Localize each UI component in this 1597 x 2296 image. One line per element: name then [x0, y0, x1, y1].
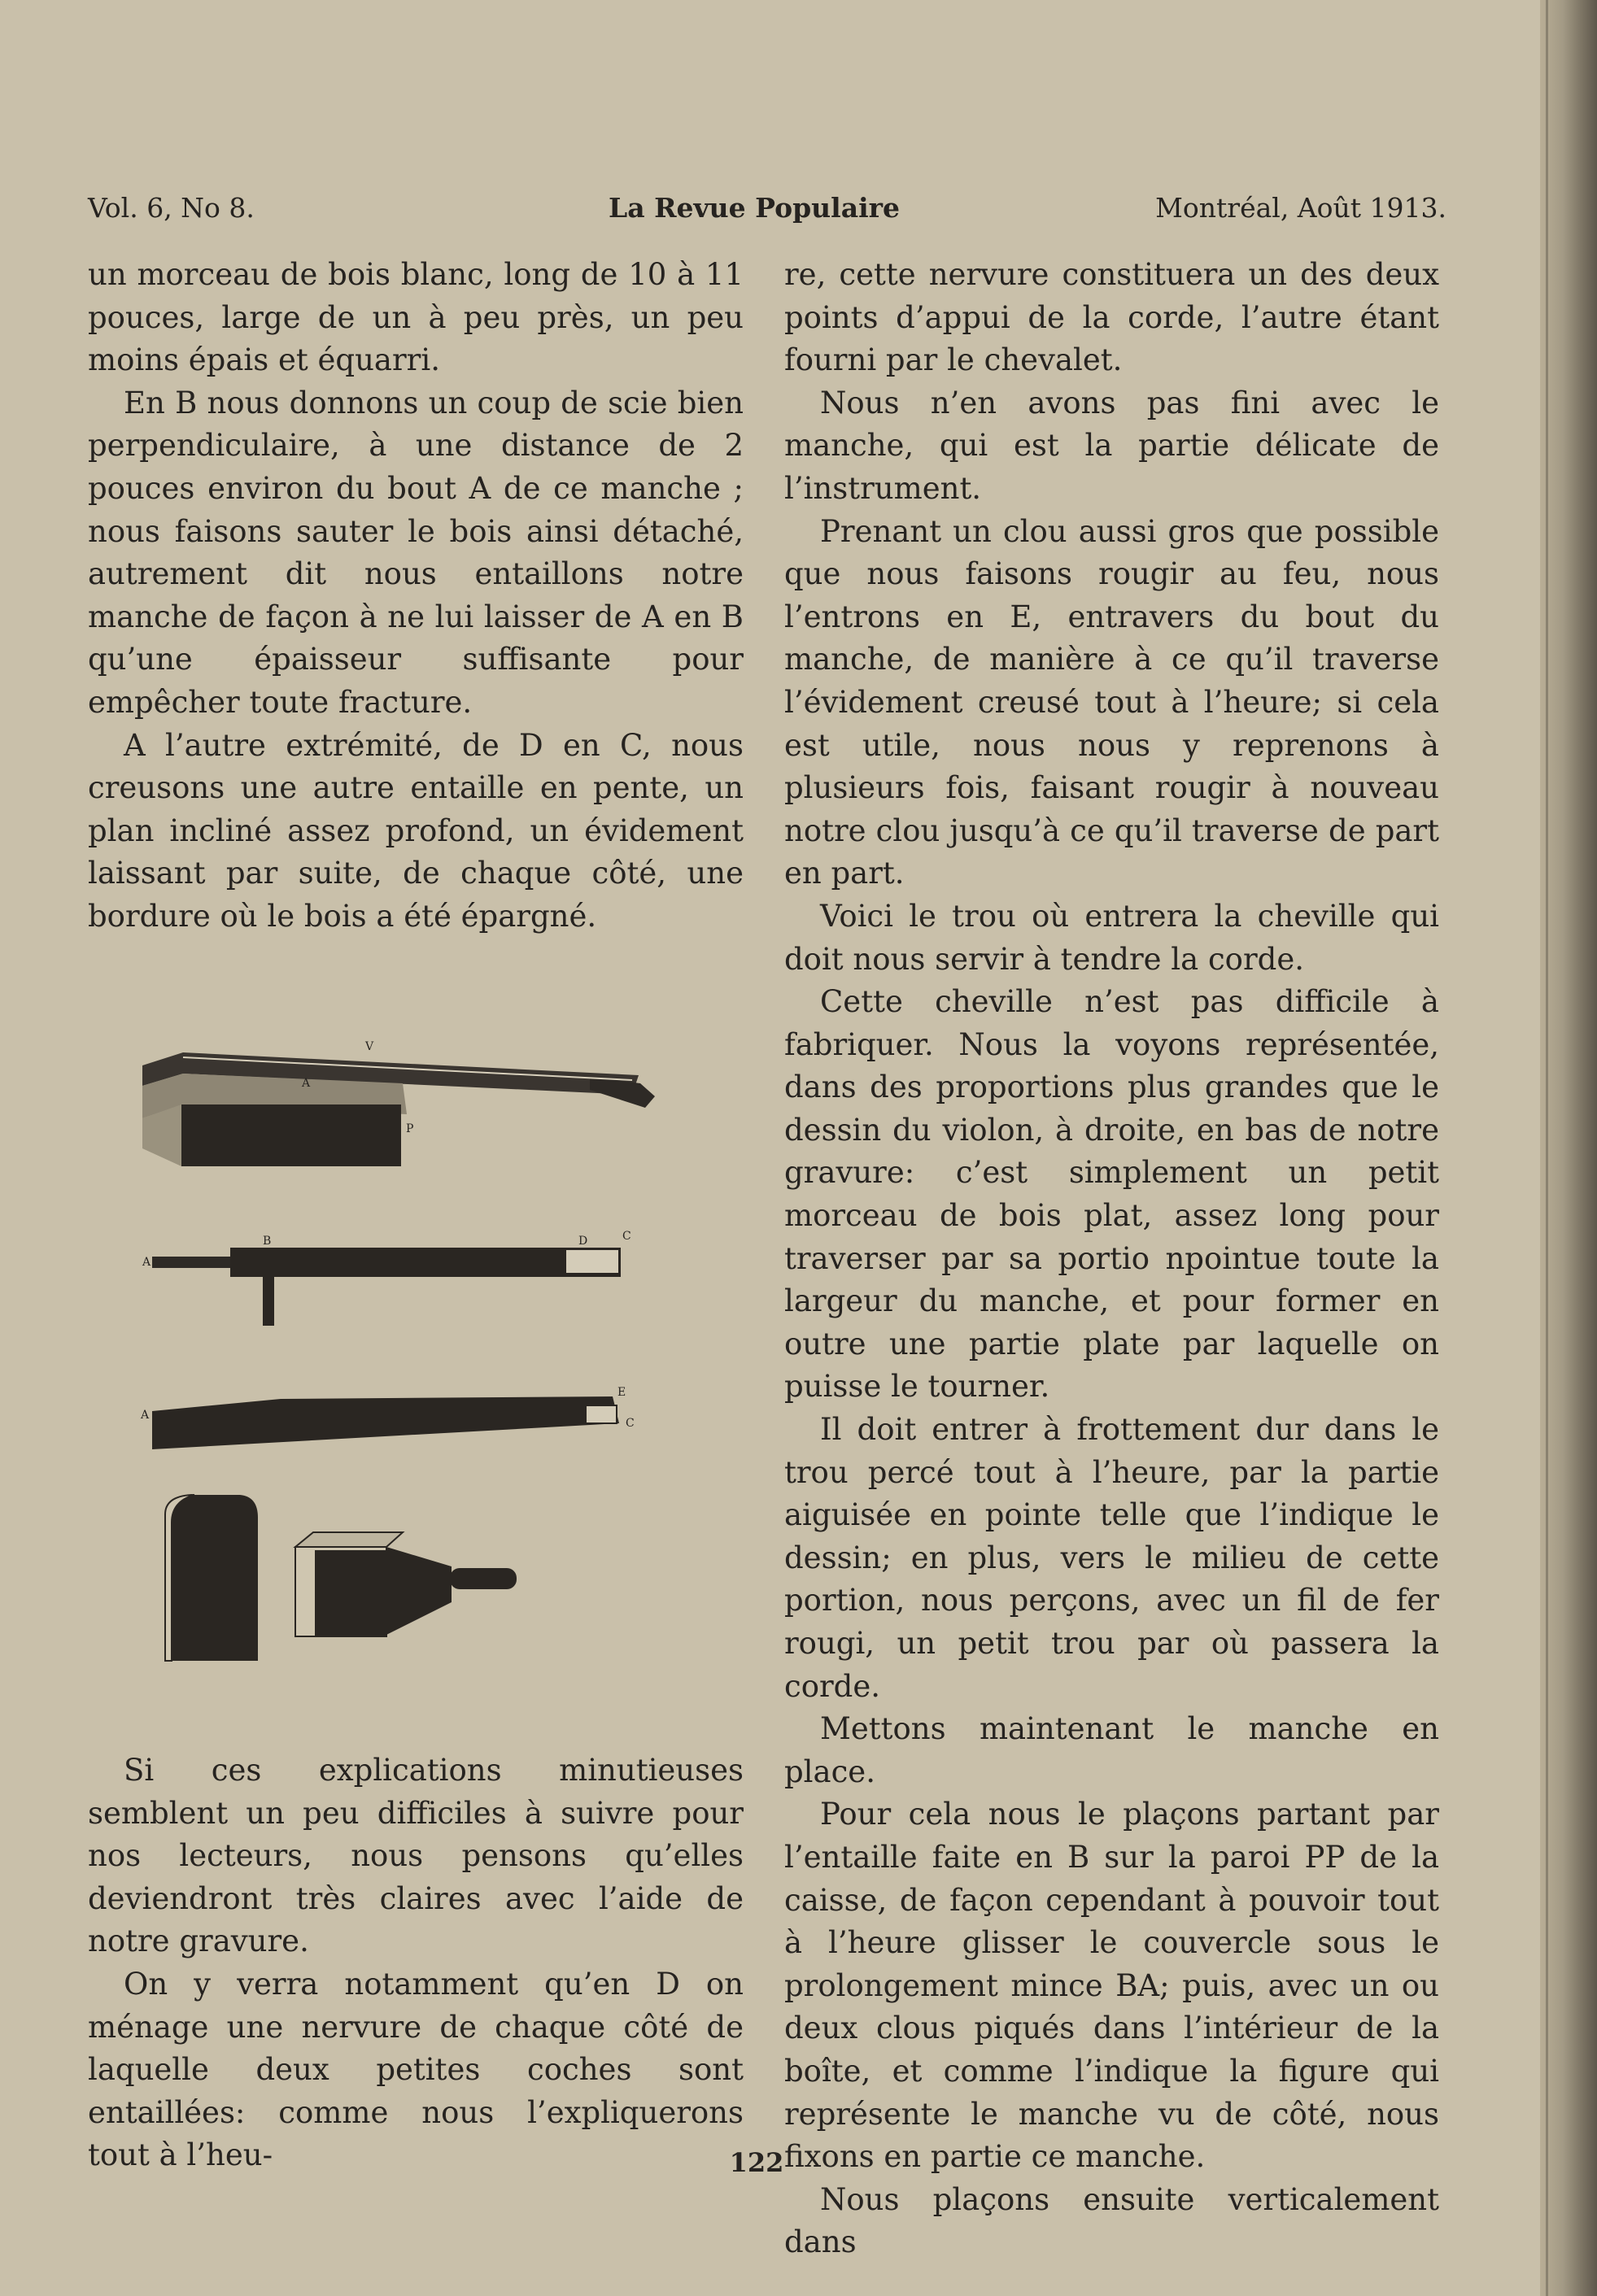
- page-edge-shadow: [1540, 0, 1597, 2296]
- label-a: A: [141, 1409, 150, 1422]
- paragraph: On y verra notamment qu’en D on ménage une nervure de chaque côté de laquelle deux petites coches sont entaillées: comme nous l’expliquerons tout à l’heu-: [88, 1966, 744, 2173]
- header-journal-title: La Revue Populaire: [609, 192, 900, 224]
- label-d: D: [578, 1235, 588, 1248]
- paragraph: Cette cheville n’est pas difficile à fabriquer. Nous la voyons représentée, dans des proportions plus grandes que le dessin du violon, à droite, en bas de notre gravure: c’est simplement un petit morceau de bois plat, assez long pour traverser par sa portio npointue toute la largeur du manche, et pour former en outre une partie plate par laquelle on puisse le tourner.: [784, 984, 1439, 1405]
- violin-neck-illustration: [134, 1041, 679, 1675]
- paragraph: A l’autre extrémité, de D en C, nous creusons une autre entaille en pente, un plan incliné assez profond, un évidement laissant par suite, de chaque côté, une bordure où le bois a été épargné.: [88, 727, 744, 934]
- figure-peg: [295, 1532, 517, 1636]
- paragraph: Si ces explications minutieuses semblent un peu difficiles à suivre pour nos lecteurs, nous pensons qu’elles deviendront très claires avec l’aide de notre gravure.: [88, 1753, 744, 1959]
- paragraph: Voici le trou où entrera la cheville qui doit nous servir à tendre la corde.: [784, 898, 1439, 977]
- left-column-bottom: [88, 1749, 744, 2177]
- paragraph: re, cette nervure constituera un des deux points d’appui de la corde, l’autre étant fourni par le chevalet.: [784, 257, 1439, 378]
- figure-block-front: [165, 1495, 258, 1661]
- paragraph: Pour cela nous le plaçons partant par l’entaille faite en B sur la paroi PP de la caisse, de façon cependant à pouvoir tout à l’heure glisser le couvercle sous le prolongement mince BA; puis, avec un ou deux clous piqués dans l’intérieur de la boîte, et comme l’indique la figure qui représente le manche vu de côté, nous fixons en partie ce manche.: [784, 1797, 1439, 2175]
- paragraph: un morceau de bois blanc, long de 10 à 11 pouces, large de un à peu près, un peu moins épais et équarri.: [88, 257, 744, 378]
- paragraph: Nous n’en avons pas fini avec le manche, qui est la partie délicate de l’instrument.: [784, 385, 1439, 506]
- label-a: A: [302, 1077, 311, 1090]
- right-column: [784, 254, 1439, 2264]
- label-a: A: [142, 1256, 151, 1269]
- paragraph: Nous plaçons ensuite verticalement dans: [784, 2181, 1439, 2260]
- paragraph: Prenant un clou aussi gros que possible que nous faisons rougir au feu, nous l’entrons en E, entravers du bout du manche, de manière à ce qu’il traverse l’évidement creusé tout à l’heure; si cela est utile, nous nous y reprenons à plusieurs fois, faisant rougir à nouveau notre clou jusqu’à ce qu’il traverse de part en part.: [784, 513, 1439, 891]
- running-header: [88, 192, 1446, 229]
- page-edge-line: [1546, 0, 1548, 2296]
- paragraph: Il doit entrer à frottement dur dans le trou percé tout à l’heure, par la partie aiguisée en pointe telle que l’indique le dessin; en plus, vers le milieu de cette portion, nous perçons, avec un fil de fer rougi, un petit trou par où passera la corde.: [784, 1412, 1439, 1704]
- header-date: Montréal, Août 1913.: [1155, 192, 1446, 224]
- figure-neck-top-view: [142, 1230, 631, 1326]
- paragraph: En B nous donnons un coup de scie bien perpendiculaire, à une distance de 2 pouces environ du bout A de ce manche ; nous faisons sauter le bois ainsi détaché, autrement dit nous entaillons notre manche de façon à ne lui laisser de A en B qu’une épaisseur suffisante pour empêcher toute fracture.: [88, 385, 744, 720]
- label-c: C: [622, 1230, 631, 1243]
- header-volume: Vol. 6, No 8.: [88, 192, 255, 224]
- label-b: B: [263, 1235, 272, 1248]
- figure-neck-side-view: [140, 1386, 635, 1449]
- label-c: C: [626, 1417, 635, 1430]
- paragraph: Mettons maintenant le manche en place.: [784, 1711, 1439, 1789]
- figure-box-with-neck: [142, 1041, 655, 1166]
- left-column-top: [88, 254, 744, 939]
- label-p: P: [406, 1122, 414, 1135]
- page-number: 122: [729, 2147, 784, 2178]
- label-e: E: [617, 1386, 626, 1399]
- label-v: V: [365, 1041, 374, 1053]
